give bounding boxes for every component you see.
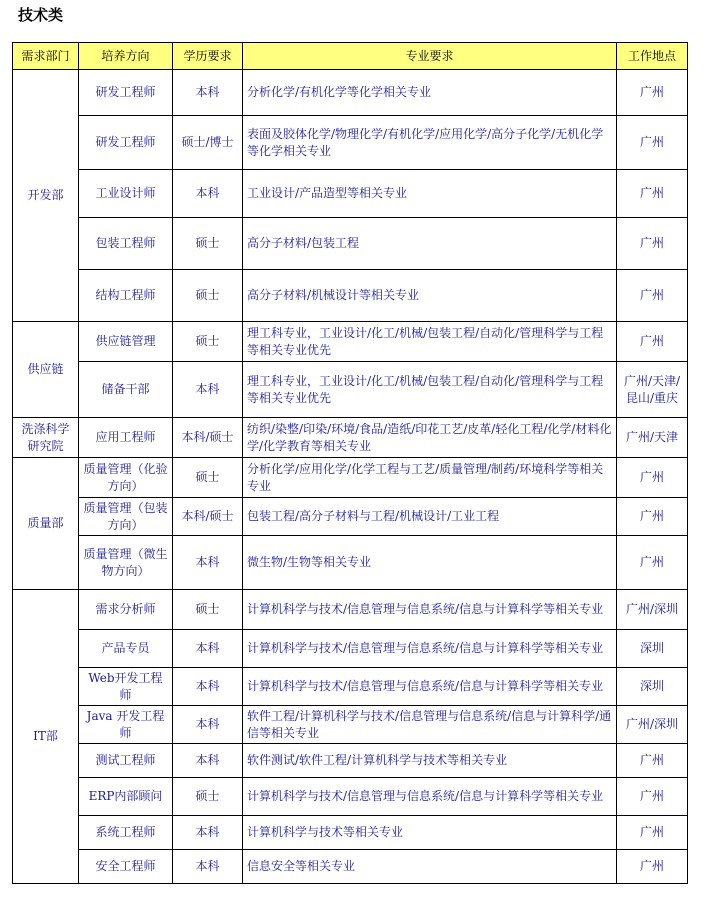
table-row [13,706,688,744]
dept-cell: 开发部 [13,70,79,322]
table-row [13,778,688,816]
major-cell: 计算机科学与技术等相关专业 [243,816,617,850]
role-cell: 测试工程师 [79,744,173,778]
major-cell: 包装工程/高分子材料与工程/机械设计/工业工程 [243,498,617,536]
location-cell: 广州/天津 [617,418,688,458]
location-cell: 广州 [617,816,688,850]
role-cell: 供应链管理 [79,322,173,362]
table-row [13,458,688,498]
location-cell: 广州 [617,498,688,536]
dept-cell: 供应链 [13,322,79,418]
role-cell: 研发工程师 [79,116,173,170]
edu-cell: 本科 [173,744,243,778]
dept-cell: 质量部 [13,458,79,590]
role-cell: 质量管理（化验方向） [79,458,173,498]
role-cell: 质量管理（包装方向） [79,498,173,536]
table-row [13,630,688,668]
role-cell: 结构工程师 [79,270,173,322]
edu-cell: 本科 [173,70,243,116]
header-edu: 学历要求 [173,43,243,70]
table-row [13,362,688,418]
role-cell: Java 开发工程师 [79,706,173,744]
role-cell: Web开发工程师 [79,668,173,706]
location-cell: 广州 [617,270,688,322]
location-cell: 广州/深圳 [617,590,688,630]
location-cell: 广州 [617,116,688,170]
table-row [13,498,688,536]
role-cell: 包装工程师 [79,218,173,270]
location-cell: 深圳 [617,668,688,706]
edu-cell: 本科 [173,706,243,744]
location-cell: 广州 [617,458,688,498]
location-cell: 广州 [617,778,688,816]
location-cell: 广州 [617,536,688,590]
location-cell: 广州/深圳 [617,706,688,744]
table-row [13,744,688,778]
major-cell: 理工科专业，工业设计/化工/机械/包装工程/自动化/管理科学与工程等相关专业优先 [243,322,617,362]
dept-cell: IT部 [13,590,79,884]
edu-cell: 硕士 [173,322,243,362]
major-cell: 微生物/生物等相关专业 [243,536,617,590]
major-cell: 纺织/染整/印染/环境/食品/造纸/印花工艺/皮革/轻化工程/化学/材料化学/化学教育等相关专业 [243,418,617,458]
location-cell: 广州/天津/昆山/重庆 [617,362,688,418]
major-cell: 计算机科学与技术/信息管理与信息系统/信息与计算科学等相关专业 [243,778,617,816]
edu-cell: 本科/硕士 [173,498,243,536]
location-cell: 广州 [617,850,688,884]
table-row [13,218,688,270]
edu-cell: 本科 [173,668,243,706]
major-cell: 计算机科学与技术/信息管理与信息系统/信息与计算科学等相关专业 [243,590,617,630]
major-cell: 表面及胶体化学/物理化学/有机化学/应用化学/高分子化学/无机化学等化学相关专业 [243,116,617,170]
major-cell: 高分子材料/机械设计等相关专业 [243,270,617,322]
edu-cell: 本科 [173,170,243,218]
role-cell: 需求分析师 [79,590,173,630]
header-dept: 需求部门 [13,43,79,70]
location-cell: 广州 [617,218,688,270]
role-cell: 应用工程师 [79,418,173,458]
location-cell: 广州 [617,170,688,218]
major-cell: 分析化学/有机化学等化学相关专业 [243,70,617,116]
header-major: 专业要求 [243,43,617,70]
role-cell: 工业设计师 [79,170,173,218]
role-cell: 产品专员 [79,630,173,668]
table-row [13,850,688,884]
edu-cell: 硕士 [173,270,243,322]
header-row [13,43,688,70]
edu-cell: 本科/硕士 [173,418,243,458]
major-cell: 信息安全等相关专业 [243,850,617,884]
role-cell: 储备干部 [79,362,173,418]
role-cell: 安全工程师 [79,850,173,884]
major-cell: 计算机科学与技术/信息管理与信息系统/信息与计算科学等相关专业 [243,668,617,706]
major-cell: 理工科专业，工业设计/化工/机械/包装工程/自动化/管理科学与工程等相关专业优先 [243,362,617,418]
location-cell: 深圳 [617,630,688,668]
table-row [13,816,688,850]
edu-cell: 本科 [173,536,243,590]
edu-cell: 本科 [173,630,243,668]
major-cell: 计算机科学与技术/信息管理与信息系统/信息与计算科学等相关专业 [243,630,617,668]
major-cell: 高分子材料/包装工程 [243,218,617,270]
table-row [13,116,688,170]
role-cell: ERP内部顾问 [79,778,173,816]
table-row [13,590,688,630]
major-cell: 软件测试/软件工程/计算机科学与技术等相关专业 [243,744,617,778]
recruitment-table [12,42,688,884]
location-cell: 广州 [617,322,688,362]
table-row [13,322,688,362]
table-row [13,70,688,116]
table-row [13,536,688,590]
header-location: 工作地点 [617,43,688,70]
location-cell: 广州 [617,744,688,778]
edu-cell: 硕士 [173,778,243,816]
edu-cell: 硕士/博士 [173,116,243,170]
header-role: 培养方向 [79,43,173,70]
dept-cell: 洗涤科学研究院 [13,418,79,458]
page-title: 技术类 [18,6,64,24]
edu-cell: 本科 [173,850,243,884]
edu-cell: 硕士 [173,458,243,498]
edu-cell: 硕士 [173,218,243,270]
major-cell: 分析化学/应用化学/化学工程与工艺/质量管理/制药/环境科学等相关专业 [243,458,617,498]
role-cell: 质量管理（微生物方向） [79,536,173,590]
table-row [13,668,688,706]
location-cell: 广州 [617,70,688,116]
table-row [13,270,688,322]
role-cell: 研发工程师 [79,70,173,116]
edu-cell: 硕士 [173,590,243,630]
table-row [13,418,688,458]
major-cell: 软件工程/计算机科学与技术/信息管理与信息系统/信息与计算科学/通信等相关专业 [243,706,617,744]
major-cell: 工业设计/产品造型等相关专业 [243,170,617,218]
table-row [13,170,688,218]
edu-cell: 本科 [173,816,243,850]
edu-cell: 本科 [173,362,243,418]
role-cell: 系统工程师 [79,816,173,850]
